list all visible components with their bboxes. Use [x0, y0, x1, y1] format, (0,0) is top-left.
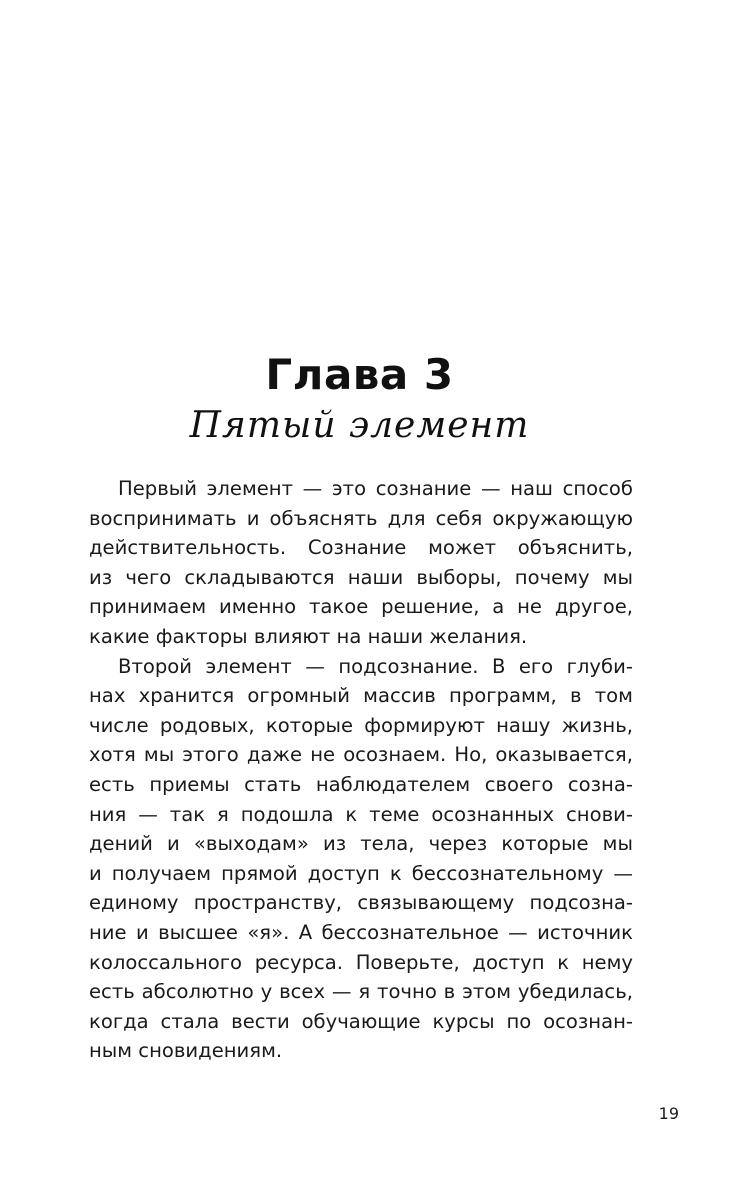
chapter-number: Глава 3 [265, 350, 454, 399]
chapter-heading [0, 347, 719, 449]
text-line: Первый элемент — это сознание — наш способ [118, 477, 633, 500]
paragraph-1 [89, 474, 633, 652]
paragraph-2 [89, 652, 633, 1066]
text-line: единому пространству, связывающему подсозна- [89, 891, 633, 915]
text-line: нах хранится огромный массив программ, в том [89, 684, 633, 708]
text-line: колоссального ресурса. Поверьте, доступ к нему [89, 950, 633, 974]
text-line: ния — так я подошла к теме осознанных снови- [89, 802, 633, 826]
chapter-title: Пятый элемент [189, 405, 530, 446]
text-line: ние и высшее «я». А бессознательное — источник [89, 920, 633, 944]
text-line: и получаем прямой доступ к бессознательному — [89, 861, 633, 885]
text-line: есть приемы стать наблюдателем своего созна- [89, 772, 633, 796]
text-line: действительность. Сознание может объяснить, [89, 536, 633, 560]
text-line: хотя мы этого даже не осознаем. Но, оказывается, [89, 743, 633, 767]
text-line: числе родовых, которые формируют нашу жизнь, [89, 713, 633, 737]
text-line: есть абсолютно у всех — я точно в этом убедилась, [89, 980, 633, 1004]
page-number: 19 [658, 1104, 679, 1123]
body-text [89, 474, 633, 1066]
text-line: Второй элемент — подсознание. В его глуби- [118, 654, 633, 678]
text-line: принимаем именно такое решение, а не другое, [89, 595, 633, 619]
text-line: из чего складываются наши выборы, почему мы [89, 565, 633, 589]
text-line: ным сновидениям. [89, 1039, 283, 1063]
text-line: воспринимать и объяснять для себя окружающую [89, 506, 633, 530]
text-line: какие факторы влияют на наши желания. [89, 624, 528, 648]
text-line: когда стала вести обучающие курсы по осознан- [89, 1009, 633, 1033]
text-line: дений и «выходам» из тела, через которые мы [89, 832, 633, 856]
